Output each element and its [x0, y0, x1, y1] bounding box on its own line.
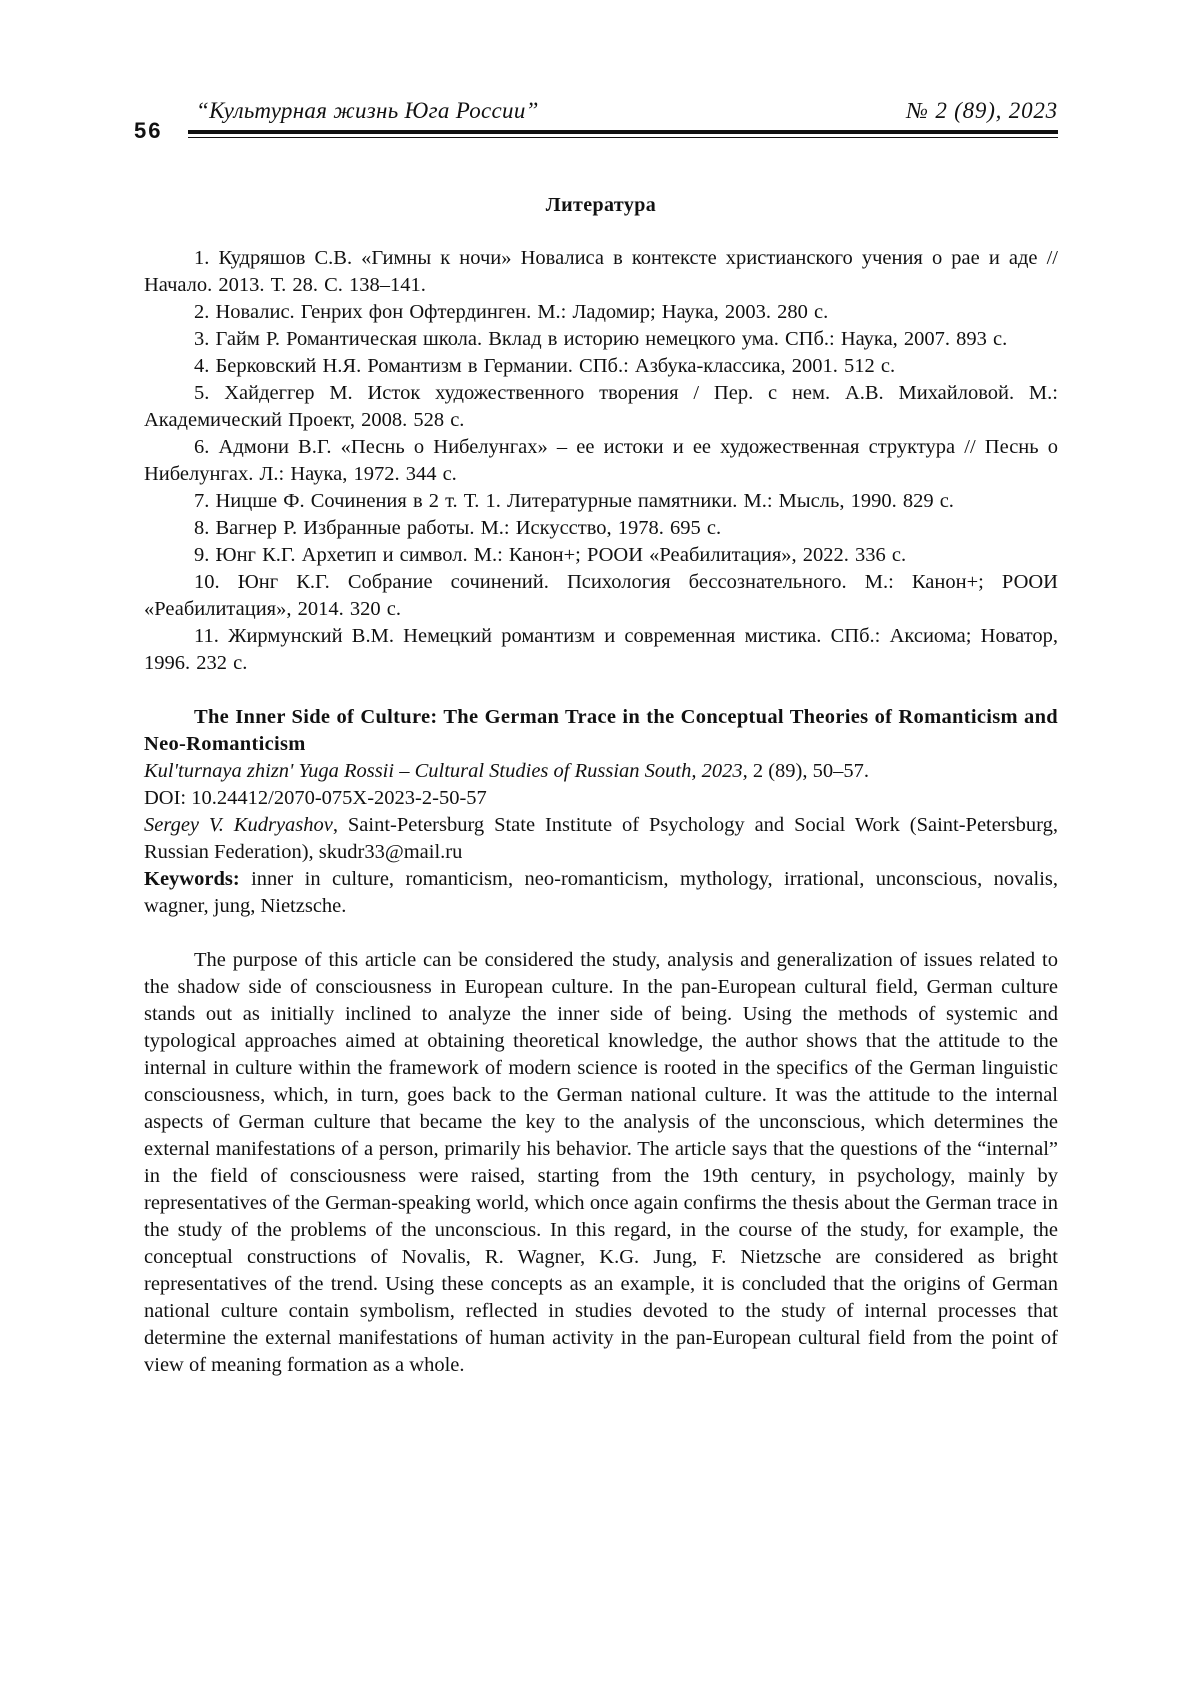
keywords	[144, 866, 1058, 920]
author-affiliation: , Saint-Petersburg State Institute of Psychology and Social Work (Saint-Petersburg, Russian Federation), skudr33@mail.ru	[144, 814, 1058, 863]
citation	[144, 758, 1058, 785]
references-heading: Литература	[144, 192, 1058, 219]
reference-item: 8. Вагнер Р. Избранные работы. М.: Искусство, 1978. 695 с.	[144, 515, 1058, 542]
reference-item: 6. Адмони В.Г. «Песнь о Нибелунгах» – ее истоки и ее художественная структура // Песнь о Нибелунгах. Л.: Наука, 1972. 344 с.	[144, 434, 1058, 488]
issue-info: № 2 (89), 2023	[906, 98, 1058, 124]
page-number: 56	[134, 118, 162, 144]
header-rule	[188, 130, 1058, 134]
reference-item: 11. Жирмунский В.М. Немецкий романтизм и современная мистика. СПб.: Аксиома; Новатор, 1996. 232 с.	[144, 623, 1058, 677]
keywords-list: inner in culture, romanticism, neo-romanticism, mythology, irrational, unconscious, novalis, wagner, jung, Nietzsche.	[144, 868, 1058, 917]
english-title: The Inner Side of Culture: The German Trace in the Conceptual Theories of Romanticism and Neo-Romanticism	[144, 704, 1058, 758]
english-metadata	[144, 704, 1058, 920]
abstract: The purpose of this article can be considered the study, analysis and generalization of issues related to the shadow side of consciousness in European culture. In the pan-European cultural field, German culture stands out as initially inclined to analyze the inner side of being. Using the methods of systemic and typological approaches aimed at obtaining theoretical knowledge, the author shows that the attitude to the internal in culture within the framework of modern science is rooted in the specifics of the German linguistic consciousness, which, in turn, goes back to the German national culture. It was the attitude to the internal aspects of German culture that became the key to the analysis of the unconscious, which determines the external manifestations of a person, primarily his behavior. The article says that the questions of the “internal” in the field of consciousness were raised, starting from the 19th century, in psychology, mainly by representatives of the German-speaking world, which once again confirms the thesis about the German trace in the study of the problems of the unconscious. In this regard, in the course of the study, for example, the conceptual constructions of Novalis, R. Wagner, K.G. Jung, F. Nietzsche are considered as bright representatives of the trend. Using these concepts as an example, it is concluded that the origins of German national culture contain symbolism, reflected in studies devoted to the study of internal processes that determine the external manifestations of human activity in the pan-European cultural field from the point of view of meaning formation as a whole.	[144, 947, 1058, 1379]
author-name: Sergey V. Kudryashov	[144, 814, 333, 836]
reference-item: 2. Новалис. Генрих фон Офтердинген. М.: Ладомир; Наука, 2003. 280 с.	[144, 299, 1058, 326]
reference-item: 7. Ницше Ф. Сочинения в 2 т. Т. 1. Литературные памятники. М.: Мысль, 1990. 829 с.	[144, 488, 1058, 515]
main-column	[144, 192, 1058, 1379]
author-info	[144, 812, 1058, 866]
reference-item: 5. Хайдеггер М. Исток художественного творения / Пер. с нем. А.В. Михайловой. М.: Академический Проект, 2008. 528 с.	[144, 380, 1058, 434]
journal-page	[0, 0, 1200, 1698]
reference-item: 9. Юнг К.Г. Архетип и символ. М.: Канон+; РООИ «Реабилитация», 2022. 336 с.	[144, 542, 1058, 569]
reference-item: 3. Гайм Р. Романтическая школа. Вклад в историю немецкого ума. СПб.: Наука, 2007. 893 с.	[144, 326, 1058, 353]
reference-list	[144, 245, 1058, 677]
citation-journal: Kul'turnaya zhizn' Yuga Rossii – Cultural Studies of Russian South, 2023,	[144, 760, 748, 782]
reference-item: 4. Берковский Н.Я. Романтизм в Германии. СПб.: Азбука-классика, 2001. 512 с.	[144, 353, 1058, 380]
reference-item: 10. Юнг К.Г. Собрание сочинений. Психология бессознательного. М.: Канон+; РООИ «Реабилитация», 2014. 320 с.	[144, 569, 1058, 623]
reference-item: 1. Кудряшов С.В. «Гимны к ночи» Новалиса в контексте христианского учения о рае и аде // Начало. 2013. Т. 28. С. 138–141.	[144, 245, 1058, 299]
citation-issue: 2 (89), 50–57.	[748, 760, 869, 782]
doi: DOI: 10.24412/2070-075X-2023-2-50-57	[144, 785, 1058, 812]
journal-title: “Культурная жизнь Юга России”	[196, 98, 539, 124]
header-rule-thin	[188, 137, 1058, 138]
keywords-label: Keywords:	[144, 868, 240, 890]
